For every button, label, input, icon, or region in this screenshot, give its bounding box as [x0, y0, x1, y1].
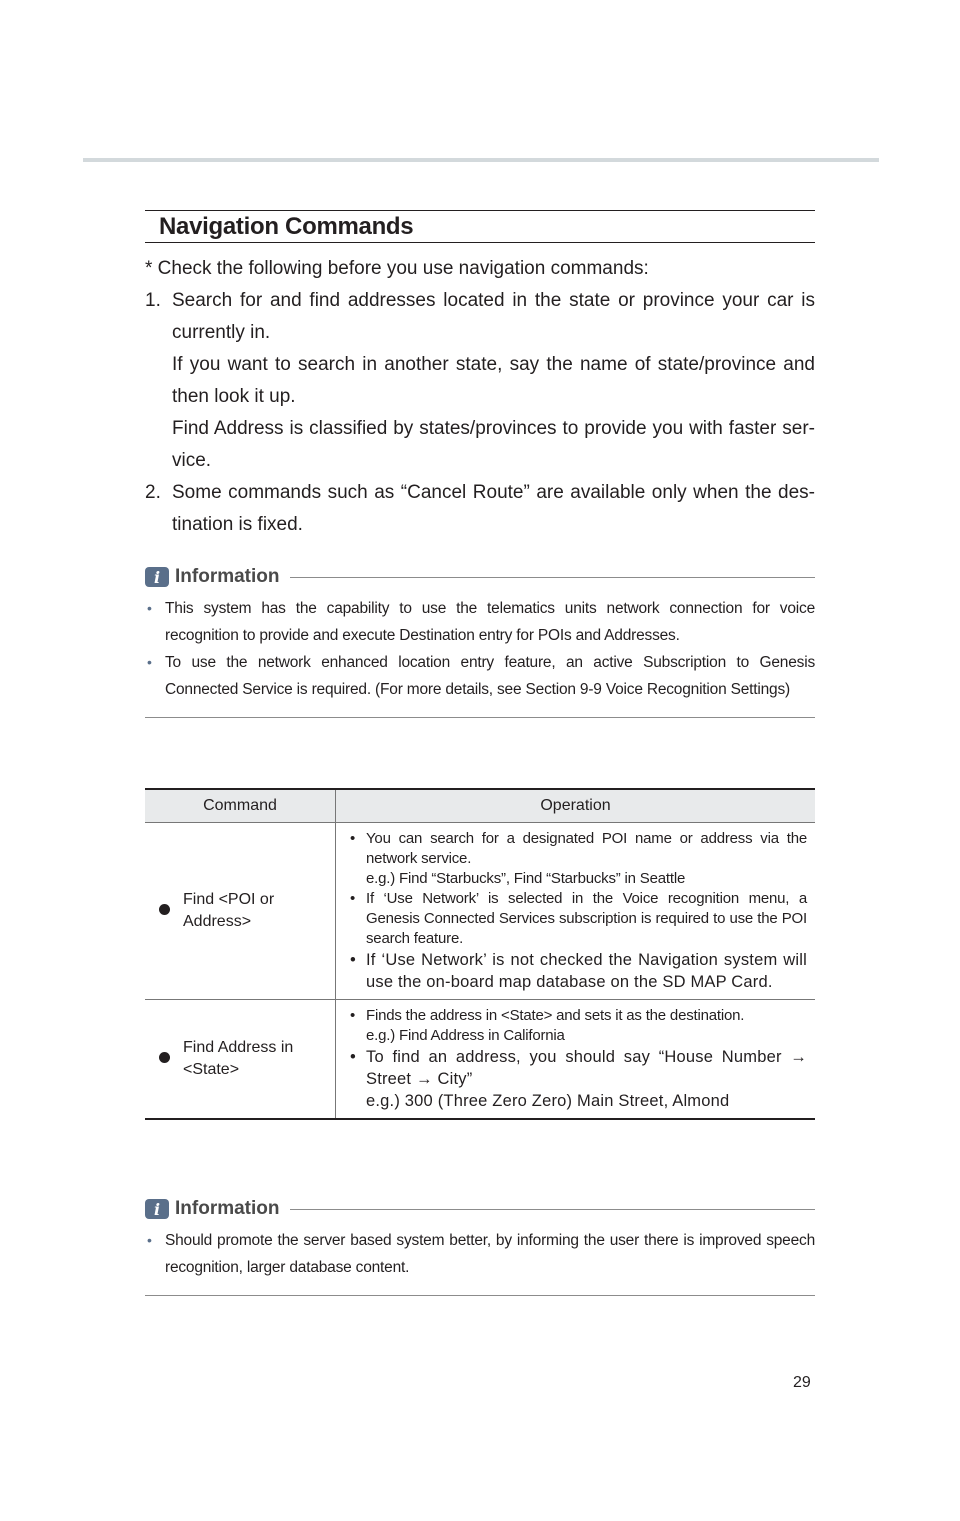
- information-header: [145, 1197, 815, 1221]
- information-list: [145, 1227, 815, 1281]
- operation-text: If ‘Use Network’ is selected in the Voice recognition menu, a Genesis Connected Services subscription is required to use the POI search feature.: [366, 890, 807, 947]
- operation-cell: [336, 823, 816, 1000]
- info-icon: i: [145, 567, 169, 587]
- bullet-icon: •: [350, 830, 356, 847]
- information-text: This system has the capability to use the telematics units network connection for voice recognition to provide and execute Destination entry for POIs and Addresses.: [165, 600, 815, 644]
- numbered-item: [145, 477, 815, 541]
- item-number: 2.: [145, 482, 161, 503]
- operation-text: To find an address, you should say “House Number → Street → City”: [366, 1048, 807, 1088]
- bullet-icon: •: [350, 951, 356, 969]
- item-paragraph: Some commands such as “Cancel Route” are available only when the des-tination is fixed.: [172, 482, 815, 535]
- operation-example: e.g.) 300 (Three Zero Zero) Main Street, Almond: [366, 1092, 730, 1110]
- page-number: 29: [793, 1374, 811, 1391]
- bullet-icon: •: [147, 1232, 152, 1248]
- item-paragraph: If you want to search in another state, say the name of state/province and then look it up.: [172, 354, 815, 407]
- operation-item: [348, 889, 807, 949]
- bullet-icon: •: [147, 600, 152, 616]
- information-list: [145, 595, 815, 703]
- numbered-item: [145, 285, 815, 477]
- operation-item: [348, 829, 807, 889]
- row-marker: [145, 1000, 183, 1120]
- information-item: [145, 595, 815, 649]
- operation-example: e.g.) Find “Starbucks”, Find “Starbucks” in Seattle: [366, 870, 686, 887]
- row-marker: [145, 823, 183, 1000]
- item-paragraph: Find Address is classified by states/provinces to provide you with faster ser-vice.: [172, 418, 815, 471]
- information-box-2: [145, 1197, 815, 1296]
- bullet-icon: •: [147, 654, 152, 670]
- information-title: Information: [175, 566, 280, 587]
- operation-item: [348, 1046, 807, 1112]
- bullet-icon: •: [350, 1048, 356, 1066]
- information-rule: [290, 1209, 816, 1210]
- operation-text: If ‘Use Network’ is not checked the Navigation system will use the on-board map database on the SD MAP Card.: [366, 951, 807, 991]
- information-rule: [290, 577, 816, 578]
- intro: [145, 253, 815, 541]
- operation-item: [348, 1006, 807, 1046]
- command-table: [145, 788, 815, 1120]
- bullet-circle-icon: [159, 904, 170, 915]
- operation-text: Finds the address in <State> and sets it as the destination.: [366, 1007, 745, 1024]
- operation-item: [348, 949, 807, 993]
- item-paragraph: Search for and find addresses located in the state or province your car is currently in.: [172, 290, 815, 343]
- section-header: [145, 210, 815, 243]
- table-row: [145, 1000, 815, 1120]
- operation-text: You can search for a designated POI name or address via the network service.: [366, 830, 807, 867]
- command-cell: Find Address in <State>: [183, 1000, 336, 1120]
- item-number: 1.: [145, 290, 161, 311]
- bullet-icon: •: [350, 1007, 356, 1024]
- command-cell: Find <POI or Address>: [183, 823, 336, 1000]
- information-text: Should promote the server based system better, by informing the user there is improved speech recognition, larger database content.: [165, 1232, 815, 1276]
- bullet-circle-icon: [159, 1052, 170, 1063]
- header-command: Command: [145, 789, 336, 823]
- bullet-icon: •: [350, 890, 356, 907]
- information-title: Information: [175, 1198, 280, 1219]
- information-bottom-rule: [145, 1295, 815, 1296]
- operation-example: e.g.) Find Address in California: [366, 1027, 565, 1044]
- information-bottom-rule: [145, 717, 815, 718]
- information-header: [145, 565, 815, 589]
- header-operation: Operation: [336, 789, 816, 823]
- section-title: Navigation Commands: [159, 213, 414, 240]
- information-box-1: [145, 565, 815, 718]
- information-item: [145, 1227, 815, 1281]
- info-icon: i: [145, 1199, 169, 1219]
- top-rule: [83, 158, 879, 162]
- information-text: To use the network enhanced location entry feature, an active Subscription to Genesis Connected Service is required. (For more details, see Section 9-9 Voice Recognition Settings): [165, 654, 815, 698]
- intro-note: * Check the following before you use navigation commands:: [145, 258, 649, 279]
- information-item: [145, 649, 815, 703]
- table-row: [145, 823, 815, 1000]
- operation-cell: [336, 1000, 816, 1120]
